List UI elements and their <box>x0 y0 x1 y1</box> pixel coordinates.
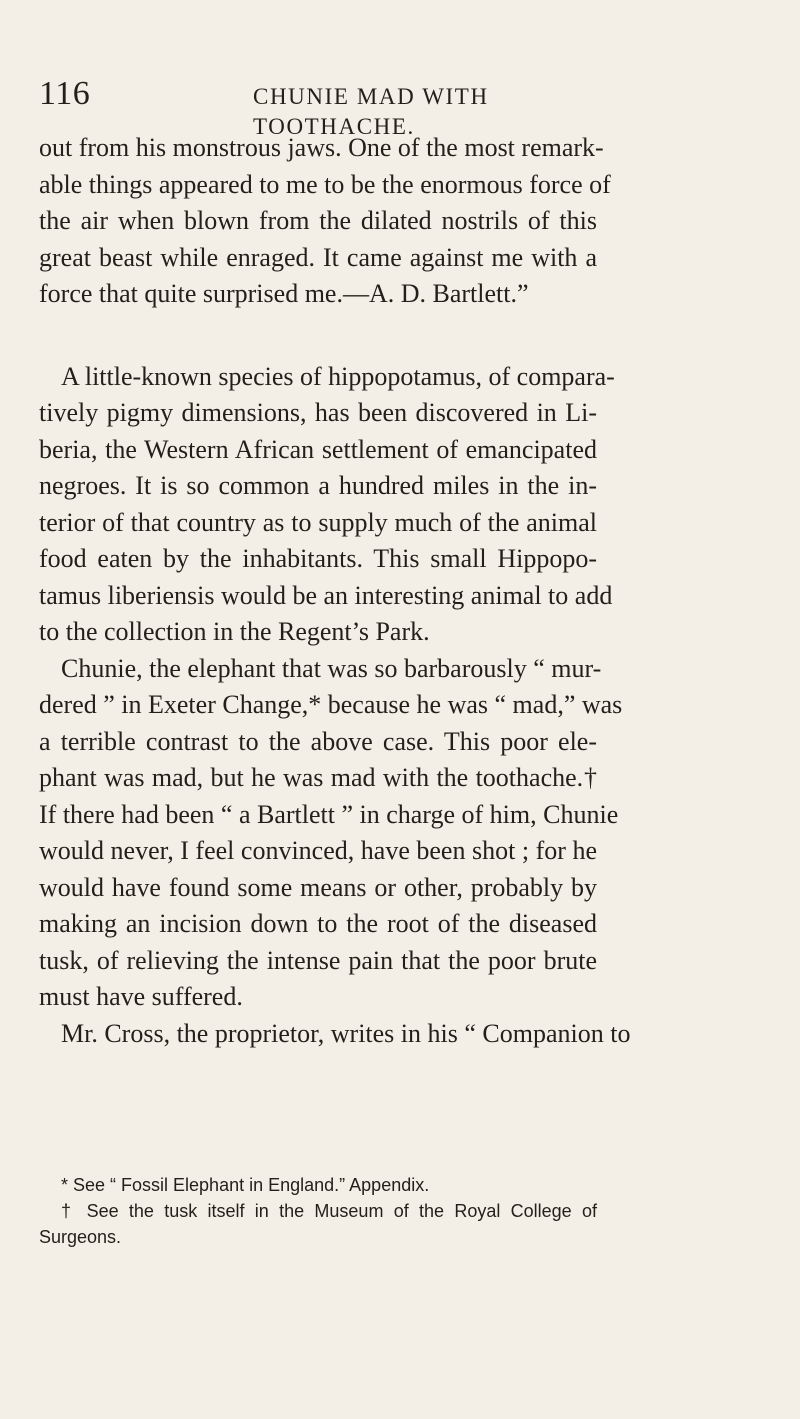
text-line: tively pigmy dimensions, has been discovered in Li- <box>39 398 597 427</box>
text-line: to the collection in the Regent’s Park. <box>39 617 430 646</box>
text-line: would never, I feel convinced, have been shot ; for he <box>39 836 597 865</box>
paragraph-gap <box>39 313 597 359</box>
footnote-line: * See “ Fossil Elephant in England.” Appendix. <box>61 1175 430 1195</box>
text-line: food eaten by the inhabitants. This small Hippopo- <box>39 544 597 573</box>
text-line: Chunie, the elephant that was so barbarously “ mur- <box>61 653 602 683</box>
text-line: If there had been “ a Bartlett ” in charge of him, Chunie <box>39 799 619 829</box>
text-line: out from his monstrous jaws. One of the most remark- <box>39 133 604 162</box>
text-line: phant was mad, but he was mad with the toothache.† <box>39 763 597 792</box>
text-line: A little-known species of hippopotamus, of compara- <box>61 361 615 391</box>
text-line: must have suffered. <box>39 982 243 1011</box>
text-line: Mr. Cross, the proprietor, writes in his “ Companion to <box>61 1018 631 1048</box>
text-line: great beast while enraged. It came against me with a <box>39 242 597 272</box>
text-line: tusk, of relieving the intense pain that the poor brute <box>39 945 597 975</box>
text-line: negroes. It is so common a hundred miles in the in- <box>39 471 597 500</box>
running-head: CHUNIE MAD WITH TOOTHACHE. <box>253 84 489 139</box>
body-text <box>39 130 631 1052</box>
footnote-line: † See the tusk itself in the Museum of the Royal College of <box>61 1201 597 1221</box>
footnote-line: Surgeons. <box>39 1227 122 1247</box>
text-line: able things appeared to me to be the enormous force of <box>39 169 611 199</box>
text-line: making an incision down to the root of the diseased <box>39 909 597 938</box>
page-number: 116 <box>39 75 91 112</box>
text-line: tamus liberiensis would be an interesting animal to add <box>39 580 613 610</box>
text-line: dered ” in Exeter Change,* because he was “ mad,” was <box>39 690 623 719</box>
page-header <box>39 74 609 139</box>
text-line: beria, the Western African settlement of emancipated <box>39 434 597 464</box>
text-line: would have found some means or other, probably by <box>39 872 597 902</box>
text-line: terior of that country as to supply much of the animal <box>39 507 597 537</box>
text-line: the air when blown from the dilated nostrils of this <box>39 206 597 235</box>
footnotes <box>39 1172 597 1250</box>
text-line: force that quite surprised me.—A. D. Bartlett.” <box>39 279 529 308</box>
text-line: a terrible contrast to the above case. This poor ele- <box>39 726 597 756</box>
